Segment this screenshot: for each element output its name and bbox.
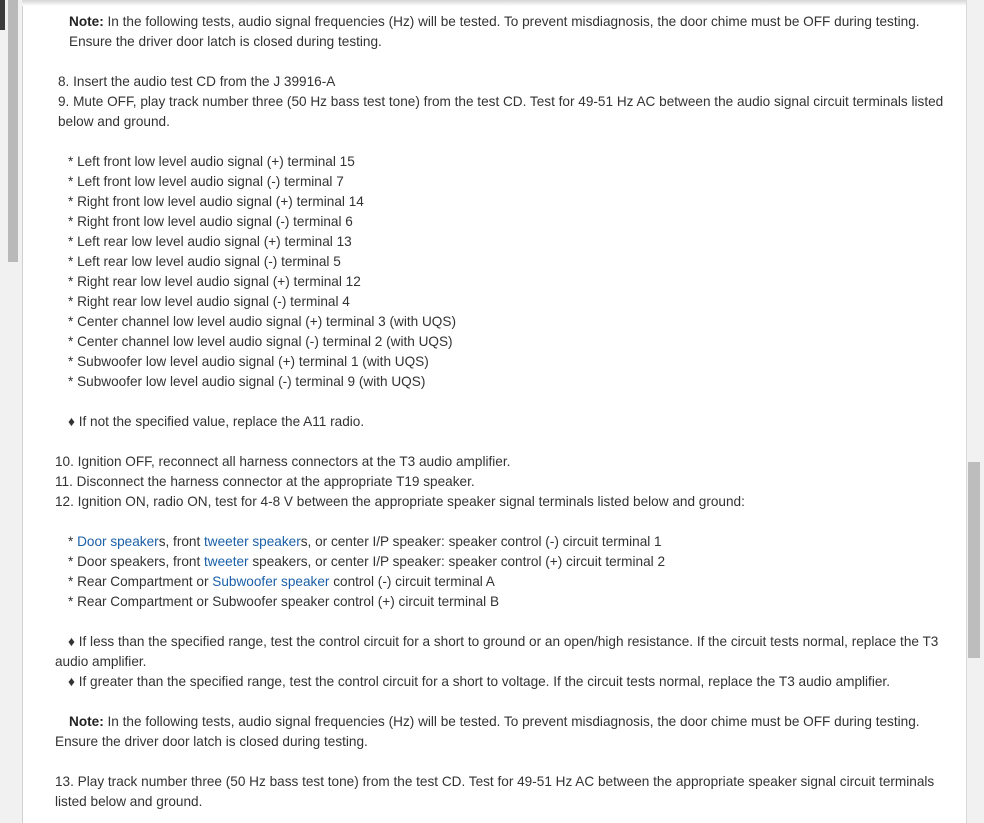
terminal-item: * Right front low level audio signal (-) terminal 6 <box>68 214 353 229</box>
speaker-text: * Door speakers, front <box>68 554 204 569</box>
right-scrollbar-track[interactable] <box>966 0 984 823</box>
step-8: 8. Insert the audio test CD from the J 39916-A <box>58 74 336 89</box>
step-10: 10. Ignition OFF, reconnect all harness connectors at the T3 audio amplifier. <box>55 454 511 469</box>
result-less-range: ♦ If less than the specified range, test the control circuit for a short to ground or an open/high resistance. If the circuit tests normal, replace the T3 audio amplifier. <box>55 634 939 669</box>
note-text: In the following tests, audio signal frequencies (Hz) will be tested. To prevent misdiagnosis, the door chime must be OFF during testing. Ensure the driver door latch is closed during testing. <box>69 14 920 49</box>
step-9: 9. Mute OFF, play track number three (50 Hz bass test tone) from the test CD. Test for 49-51 Hz AC between the audio signal circuit terminals listed below and ground. <box>58 94 944 129</box>
terminal-item: * Right rear low level audio signal (-) terminal 4 <box>68 294 350 309</box>
terminal-item: * Center channel low level audio signal (-) terminal 2 (with UQS) <box>68 334 453 349</box>
speaker-text: s, front <box>158 534 205 549</box>
terminal-item: * Left rear low level audio signal (-) terminal 5 <box>68 254 341 269</box>
tweeter-link[interactable]: tweeter <box>204 554 249 569</box>
terminal-item: * Right rear low level audio signal (+) terminal 12 <box>68 274 361 289</box>
speaker-text: s, or center I/P speaker: speaker control (-) circuit terminal 1 <box>300 534 662 549</box>
terminal-item: * Left front low level audio signal (+) terminal 15 <box>68 154 355 169</box>
speaker-text: * Rear Compartment or <box>68 574 213 589</box>
terminal-item: * Subwoofer low level audio signal (+) terminal 1 (with UQS) <box>68 354 429 369</box>
bullet-star: * <box>68 534 78 549</box>
note-paragraph-1 <box>55 12 955 52</box>
speaker-item-3 <box>55 572 955 592</box>
terminal-item: * Subwoofer low level audio signal (-) terminal 9 (with UQS) <box>68 374 426 389</box>
left-panel-edge <box>0 0 5 30</box>
left-scrollbar-thumb[interactable] <box>8 0 18 262</box>
right-scrollbar-thumb[interactable] <box>968 462 980 658</box>
note-label: Note: <box>69 714 104 729</box>
step-11: 11. Disconnect the harness connector at the appropriate T19 speaker. <box>55 474 475 489</box>
note-paragraph-2 <box>55 712 955 752</box>
result-not-value: ♦ If not the specified value, replace the A11 radio. <box>68 414 365 429</box>
note-text: In the following tests, audio signal frequencies (Hz) will be tested. To prevent misdiagnosis, the door chime must be OFF during testing. Ensure the driver door latch is closed during testing. <box>55 714 920 749</box>
terminal-item: * Right front low level audio signal (+) terminal 14 <box>68 194 364 209</box>
header-shadow <box>22 0 966 6</box>
speaker-item-4: * Rear Compartment or Subwoofer speaker control (+) circuit terminal B <box>68 594 500 609</box>
note-label: Note: <box>69 14 104 29</box>
door-speaker-link[interactable]: Door speaker <box>77 534 159 549</box>
result-greater-range: ♦ If greater than the specified range, test the control circuit for a short to voltage. If the circuit tests normal, replace the T3 audio amplifier. <box>68 674 890 689</box>
terminal-item: * Left rear low level audio signal (+) terminal 13 <box>68 234 352 249</box>
procedure-content <box>55 12 955 812</box>
subwoofer-speaker-link[interactable]: Subwoofer speaker <box>212 574 330 589</box>
terminal-item: * Left front low level audio signal (-) terminal 7 <box>68 174 344 189</box>
tweeter-speaker-link[interactable]: tweeter speaker <box>204 534 301 549</box>
speaker-text: speakers, or center I/P speaker: speaker control (+) circuit terminal 2 <box>248 554 665 569</box>
speaker-item-2 <box>55 552 955 572</box>
step-12: 12. Ignition ON, radio ON, test for 4-8 V between the appropriate speaker signal terminals listed below and ground: <box>55 494 745 509</box>
terminal-item: * Center channel low level audio signal (+) terminal 3 (with UQS) <box>68 314 456 329</box>
speaker-item-1 <box>55 532 955 552</box>
step-13: 13. Play track number three (50 Hz bass test tone) from the test CD. Test for 49-51 Hz AC between the appropriate speaker signal circuit terminals listed below and ground. <box>55 774 935 809</box>
speaker-text: control (-) circuit terminal A <box>329 574 495 589</box>
